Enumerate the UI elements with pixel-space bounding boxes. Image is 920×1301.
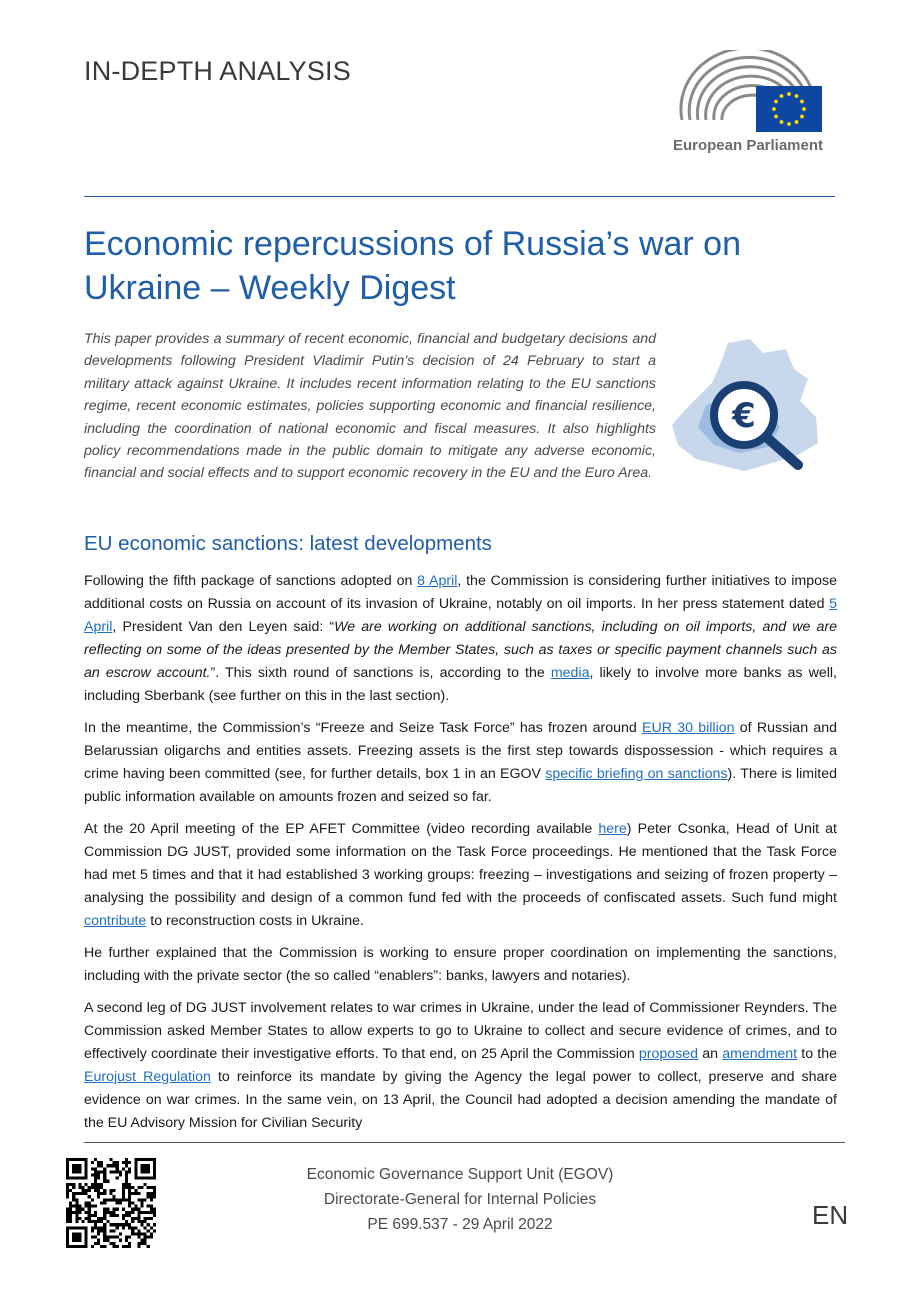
euro-magnifier-map-icon <box>668 335 823 480</box>
link-here[interactable]: here <box>598 821 627 837</box>
link-proposed[interactable]: proposed <box>638 1046 699 1062</box>
text-run: an <box>698 1046 723 1062</box>
footer-unit: Economic Governance Support Unit (EGOV) <box>306 1166 614 1183</box>
link-amendment[interactable]: amendment <box>722 1046 798 1062</box>
text-run: ) Peter Csonka, Head of Unit at Commission DG JUST, provided some information on the Task Force proceedings. He mentioned that the Task Force had met 5 times and that it had established 3 working groups: freezing – investigations and seizing of frozen property – analysing the possibility and design of a common fund fed with the proceeds of confiscated assets. Such fund might <box>84 821 837 906</box>
text-run: At the 20 April meeting of the EP AFET Committee (video recording available <box>84 821 599 837</box>
text-run: , the Commission is considering further initiatives to impose additional costs on Russia on account of its invasion of Ukraine, notably on oil imports. In her press statement dated <box>84 573 837 612</box>
flag-star <box>800 100 804 104</box>
text-run: of Russian and Belarussian oligarchs and entities assets. Freezing assets is the first step towards dispossession - which requires a crime having been committed (see, for further details, box 1 in an EGOV <box>84 720 837 782</box>
link-specific-briefing[interactable]: specific briefing on sanctions <box>545 766 728 782</box>
paragraph-4: He further explained that the Commission is working to ensure proper coordination on implementing the sanctions, including with the private sector (the so called “enablers”: banks, lawyers and notaries). <box>84 945 837 984</box>
section-body <box>84 570 837 1144</box>
quote: We are working on additional sanctions, including on oil imports, and we are reflecting on some of the ideas presented by the Member States, such as taxes or specific payment channels such as an escrow account. <box>84 619 837 681</box>
footer-directorate: Directorate-General for Internal Policies <box>323 1191 597 1208</box>
text-run: to reconstruction costs in Ukraine. <box>146 913 364 929</box>
paragraph-5 <box>84 997 837 1135</box>
text-run: Following the fifth package of sanctions adopted on <box>84 573 418 589</box>
link-media[interactable]: media <box>550 665 590 681</box>
language-code: EN <box>812 1200 849 1230</box>
link-contribute[interactable]: contribute <box>84 913 147 929</box>
footer-divider <box>84 1142 845 1143</box>
paragraph-1 <box>84 570 837 708</box>
link-8-april[interactable]: 8 April <box>417 573 458 589</box>
flag-star <box>772 107 776 111</box>
flag-star <box>795 94 799 98</box>
section-heading: EU economic sanctions: latest developments <box>84 532 492 555</box>
paragraph-2 <box>84 717 837 809</box>
text-run: ”. This sixth round of sanctions is, according to the <box>210 665 551 681</box>
flag-star <box>795 120 799 124</box>
document-category: IN-DEPTH ANALYSIS <box>84 56 351 86</box>
flag-star <box>800 115 804 119</box>
qr-code-icon <box>66 1158 156 1248</box>
flag-star <box>774 115 778 119</box>
document-title: Economic repercussions of Russia’s war on Ukraine – Weekly Digest <box>84 225 741 307</box>
text-run: ). There is limited public information available on amounts frozen and seized so far. <box>84 766 837 805</box>
text-run: In the meantime, the Commission’s “Freeze and Seize Task Force” has frozen around <box>84 720 643 736</box>
link-eur-30-billion[interactable]: EUR 30 billion <box>642 720 735 736</box>
flag-star <box>802 107 806 111</box>
flag-star <box>787 122 791 126</box>
text-run: , President Van den Leyen said: “ <box>112 619 335 635</box>
link-5-april[interactable]: 5 April <box>84 596 837 635</box>
logo-caption: European Parliament <box>672 137 824 154</box>
text-run: , likely to involve more banks as well, including Sberbank (see further on this in the last section). <box>84 665 837 704</box>
flag-star <box>774 100 778 104</box>
paragraph-3 <box>84 818 837 933</box>
flag-star <box>787 92 791 96</box>
footer-info <box>260 1162 660 1237</box>
flag-star <box>780 120 784 124</box>
text-run: A second leg of DG JUST involvement relates to war crimes in Ukraine, under the lead of Commissioner Reynders. The Commission asked Member States to allow experts to go to Ukraine to collect and secure evidence of crimes, and to effectively coordinate their investigative efforts. To that end, on 25 April the Commission <box>84 1000 837 1062</box>
text-run: to reinforce its mandate by giving the Agency the legal power to collect, preserve and share evidence on war crimes. In the same vein, on 13 April, the Council had adopted a decision amending the mandate of the EU Advisory Mission for Civilian Security <box>84 1069 837 1131</box>
abstract: This paper provides a summary of recent economic, financial and budgetary decisions and developments following President Vladimir Putin’s decision of 24 February to start a military attack against Ukraine. It includes recent information relating to the EU sanctions regime, recent economic estimates, policies supporting economic and financial resilience, including the coordination of national economic and fiscal measures. It also highlights policy recommendations made in the public domain to mitigate any adverse economic, financial and social effects and to support economic recovery in the EU and the Euro Area. <box>84 331 656 482</box>
flag-star <box>780 94 784 98</box>
text-run: to the <box>797 1046 837 1062</box>
link-eurojust-regulation[interactable]: Eurojust Regulation <box>84 1069 211 1085</box>
footer-reference: PE 699.537 - 29 April 2022 <box>367 1216 553 1233</box>
header-divider <box>84 196 835 197</box>
svg-text:€: € <box>732 396 756 436</box>
